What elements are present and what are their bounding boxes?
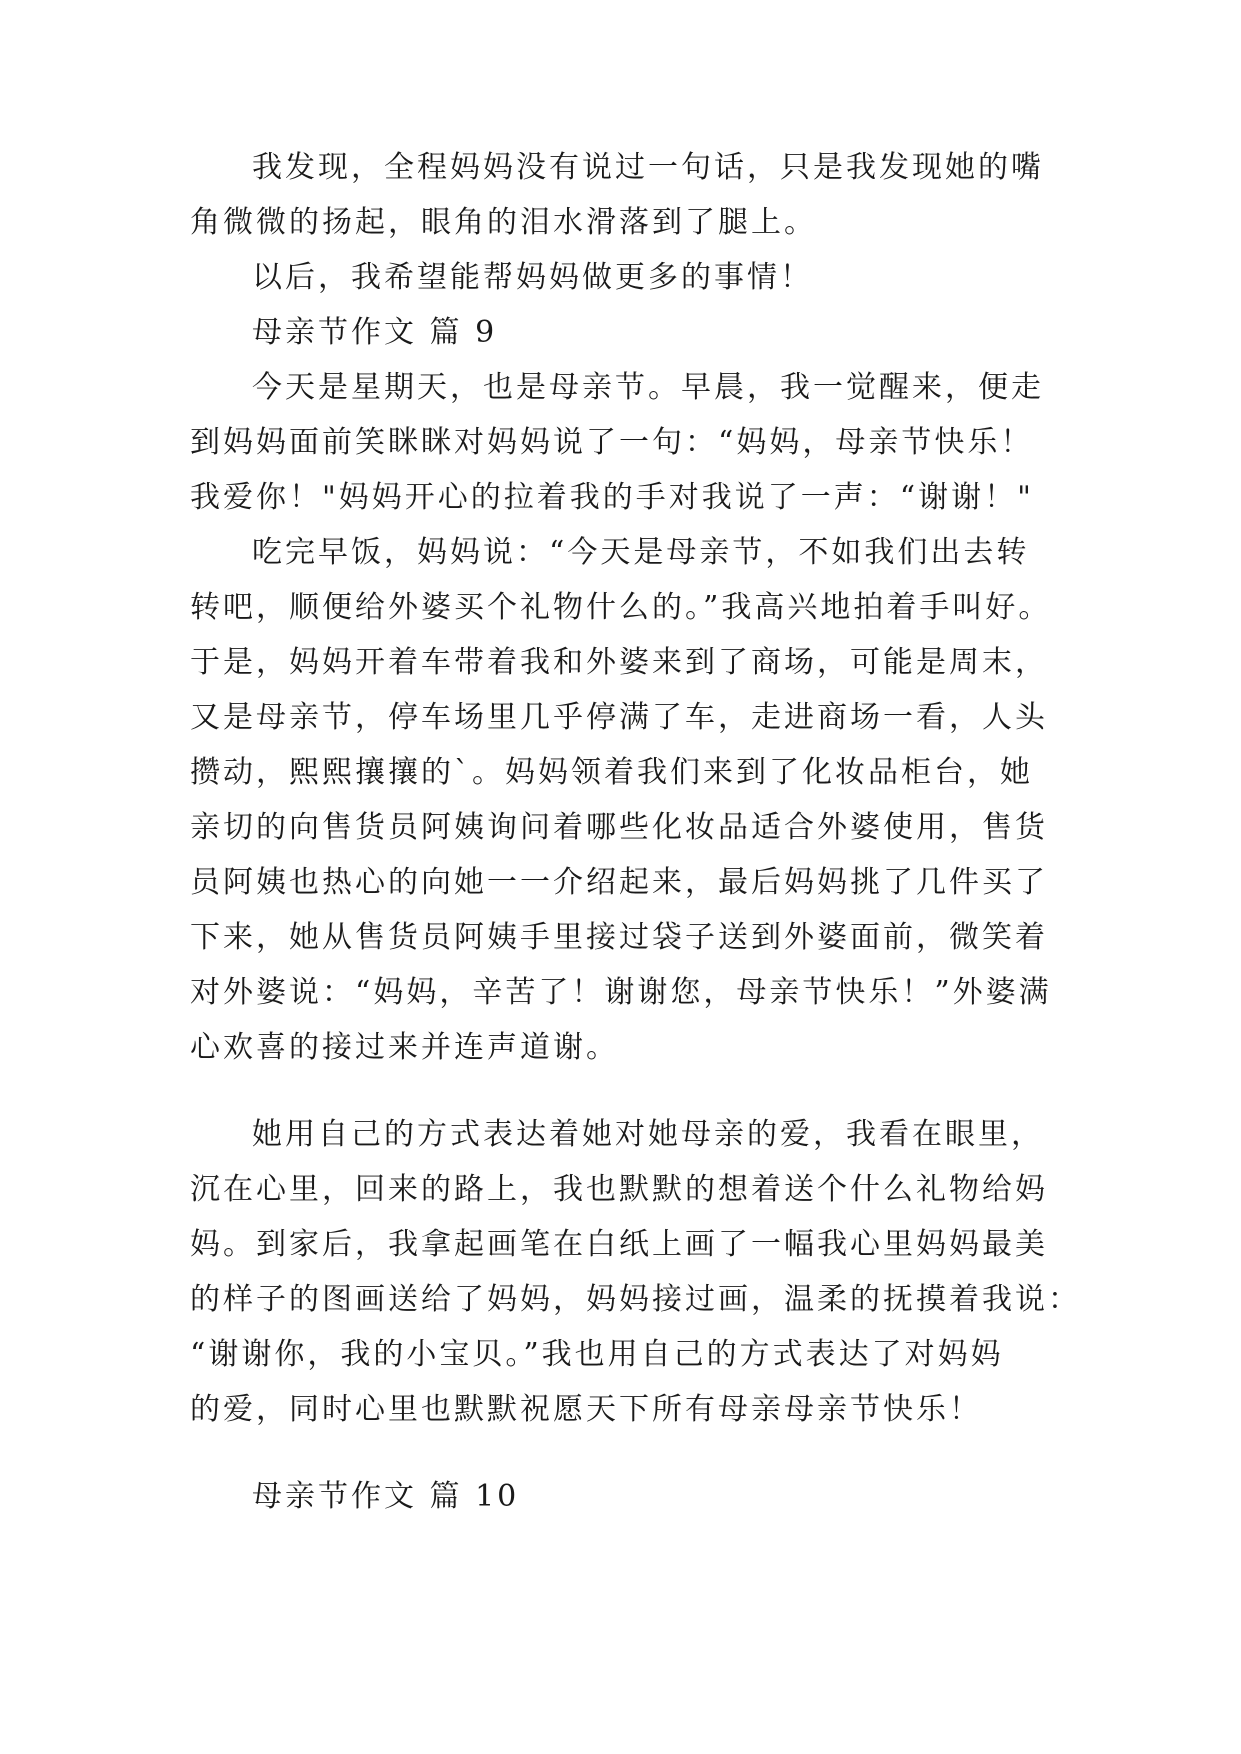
paragraph-line: 角微微的扬起，眼角的泪水滑落到了腿上。 bbox=[190, 205, 817, 240]
paragraph-line: 亲切的向售货员阿姨询问着哪些化妆品适合外婆使用，售货 bbox=[190, 810, 1048, 845]
section-heading: 母亲节作文 篇 10 bbox=[252, 1479, 520, 1514]
paragraph-line: 攒动，熙熙攘攘的`。妈妈领着我们来到了化妆品柜台，她 bbox=[190, 755, 1033, 790]
paragraph-line: “谢谢你，我的小宝贝。”我也用自己的方式表达了对妈妈 bbox=[190, 1337, 1004, 1372]
paragraph-line: 吃完早饭，妈妈说：“今天是母亲节，不如我们出去转 bbox=[252, 535, 1030, 570]
paragraph-line: 心欢喜的接过来并连声道谢。 bbox=[190, 1030, 619, 1065]
paragraph-line: 妈。到家后，我拿起画笔在白纸上画了一幅我心里妈妈最美 bbox=[190, 1227, 1048, 1262]
paragraph-line: 我发现，全程妈妈没有说过一句话，只是我发现她的嘴 bbox=[252, 150, 1044, 185]
paragraph-line: 的爱，同时心里也默默祝愿天下所有母亲母亲节快乐！ bbox=[190, 1392, 982, 1427]
paragraph-line: 今天是星期天，也是母亲节。早晨，我一觉醒来，便走 bbox=[252, 370, 1044, 405]
paragraph-line: 我爱你！"妈妈开心的拉着我的手对我说了一声：“谢谢！" bbox=[190, 480, 1034, 515]
paragraph-line: 的样子的图画送给了妈妈，妈妈接过画，温柔的抚摸着我说： bbox=[190, 1282, 1081, 1317]
paragraph-line: 下来，她从售货员阿姨手里接过袋子送到外婆面前，微笑着 bbox=[190, 920, 1048, 955]
paragraph-line: 到妈妈面前笑眯眯对妈妈说了一句：“妈妈，母亲节快乐！ bbox=[190, 425, 1034, 460]
section-heading: 母亲节作文 篇 9 bbox=[252, 315, 498, 350]
paragraph-line: 沉在心里，回来的路上，我也默默的想着送个什么礼物给妈 bbox=[190, 1172, 1048, 1207]
paragraph-line: 对外婆说：“妈妈，辛苦了！谢谢您，母亲节快乐！”外婆满 bbox=[190, 975, 1052, 1010]
paragraph-line: 于是，妈妈开着车带着我和外婆来到了商场，可能是周末， bbox=[190, 645, 1048, 680]
paragraph-line: 转吧，顺便给外婆买个礼物什么的。”我高兴地拍着手叫好。 bbox=[190, 590, 1052, 625]
paragraph-line: 又是母亲节，停车场里几乎停满了车，走进商场一看，人头 bbox=[190, 700, 1048, 735]
paragraph-line: 员阿姨也热心的向她一一介绍起来，最后妈妈挑了几件买了 bbox=[190, 865, 1048, 900]
paragraph-line: 以后，我希望能帮妈妈做更多的事情！ bbox=[252, 260, 813, 295]
paragraph-line: 她用自己的方式表达着她对她母亲的爱，我看在眼里， bbox=[252, 1117, 1044, 1152]
